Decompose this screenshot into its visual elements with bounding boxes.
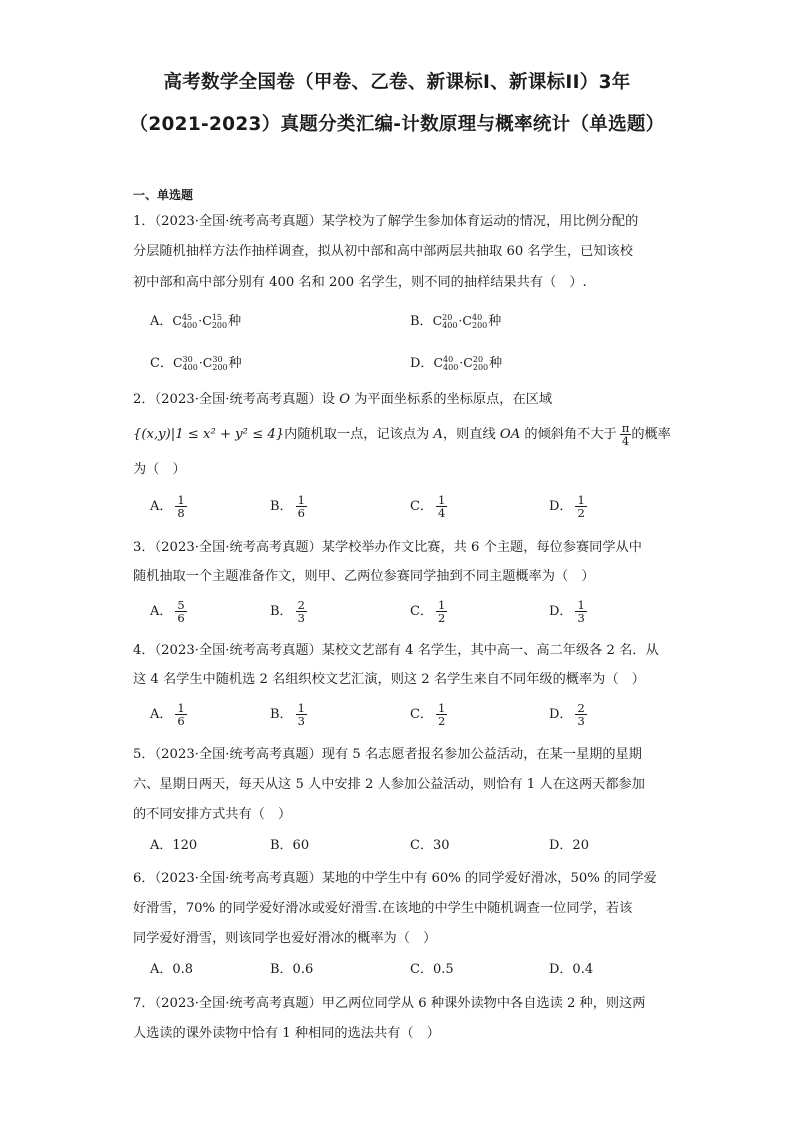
comb-sup: 30 — [212, 354, 223, 364]
fraction: $\frac{1}{2}$ — [437, 598, 446, 625]
q2-text-line-3: 为（ ） — [133, 462, 186, 477]
comb-sub: 200 — [472, 362, 489, 372]
comb-sup: 20 — [472, 354, 484, 364]
q5-option-d: D．20 — [549, 838, 589, 853]
fraction: $\frac{1}{3}$ — [297, 701, 305, 728]
q4-option-c: C． $\frac{1}{2}$ — [410, 701, 446, 728]
comb-sup: 20 — [442, 312, 453, 322]
q1-text-line: 分层随机抽样方法作抽样调查，拟从初中部和高中部两层共抽取 60 名学生，已知该校 — [133, 244, 633, 259]
q1-option-c: C．C 30 400 ·C 30 200 种 — [150, 354, 242, 372]
q7-text-line: 7．（2023·全国·统考高考真题）甲乙两位同学从 6 种课外读物中各自选读 2 种，则这两 — [133, 996, 646, 1011]
q1-option-a: A．C 45 400 ·C 15 200 种 — [150, 312, 242, 330]
q2-option-d: D． $\frac{1}{2}$ — [549, 493, 585, 520]
q2-option-b: B． $\frac{1}{6}$ — [270, 493, 305, 520]
q5-text-line: 的不同安排方式共有（ ） — [133, 807, 292, 822]
comb-sub: 200 — [471, 320, 488, 330]
set-expression: {(x,y)|1 ≤ x² + y² ≤ 4} — [133, 427, 285, 442]
q4-option-d: D． $\frac{2}{3}$ — [549, 701, 585, 728]
fraction: $\frac{1}{3}$ — [577, 598, 585, 625]
fraction: $\frac{2}{3}$ — [577, 701, 585, 728]
q1-text-line: 1．（2023·全国·统考高考真题）某学校为了解学生参加体育运动的情况，用比例分配的 — [133, 214, 639, 229]
q4-text-line: 这 4 名学生中随机选 2 名组织校文艺汇演，则这 2 名学生来自不同年级的概率为（ ） — [133, 672, 645, 687]
fraction: $\frac{5}{6}$ — [177, 598, 185, 625]
fraction: $\frac{1}{2}$ — [437, 701, 446, 728]
combination-symbol: C — [202, 313, 212, 328]
option-suffix: 种 — [228, 356, 242, 371]
comb-sup: 40 — [443, 354, 454, 364]
combination-symbol: C — [172, 355, 183, 370]
combination-symbol: C — [432, 313, 443, 328]
fraction: $\frac{1}{6}$ — [297, 493, 305, 520]
comb-sup: 40 — [471, 312, 483, 322]
comb-sub: 200 — [211, 320, 228, 330]
option-suffix: 种 — [228, 314, 242, 329]
option-label: B． — [410, 314, 433, 329]
comb-sub: 400 — [181, 320, 198, 330]
q1-option-d: D．C 40 400 ·C 20 200 种 — [410, 354, 503, 372]
q5-text-line: 5．（2023·全国·统考高考真题）现有 5 名志愿者报名参加公益活动，在某一星期的星期 — [133, 747, 642, 762]
document-title-line-2: （2021-2023）真题分类汇编-计数原理与概率统计（单选题） — [129, 114, 665, 135]
fraction: $\frac{1}{4}$ — [437, 493, 446, 520]
fraction: $\frac{\pi}{4}$ — [621, 421, 630, 448]
q3-text-line: 3．（2023·全国·统考高考真题）某学校举办作文比赛，共 6 个主题，每位参赛同学从中 — [133, 540, 642, 555]
q3-option-c: C． $\frac{1}{2}$ — [410, 598, 446, 625]
q6-text-line: 好滑雪，70% 的同学爱好滑冰或爱好滑雪.在该地的中学生中随机调查一位同学，若该 — [133, 901, 633, 916]
q2-option-c: C． $\frac{1}{4}$ — [410, 493, 446, 520]
combination-symbol: C — [462, 313, 472, 328]
q7-text-line: 人选读的课外读物中恰有 1 种相同的选法共有（ ） — [133, 1026, 440, 1041]
q1-option-b: B．C 20 400 ·C 40 200 种 — [410, 312, 502, 330]
q1-text-line: 初中部和高中部分别有 400 名和 200 名学生，则不同的抽样结果共有（ ）. — [133, 275, 587, 290]
q2-text-line-1: 2．（2023·全国·统考高考真题）设 O 为平面坐标系的坐标原点，在区域 — [133, 392, 553, 407]
fraction: $\frac{1}{6}$ — [177, 701, 185, 728]
q4-text-line: 4．（2023·全国·统考高考真题）某校文艺部有 4 名学生，其中高一、高二年级各 2 名．从 — [133, 643, 659, 658]
comb-sub: 400 — [443, 362, 459, 372]
fraction: $\frac{1}{2}$ — [577, 493, 585, 520]
q5-option-c: C．30 — [410, 838, 450, 853]
q6-option-c: C．0.5 — [410, 962, 454, 977]
q2-option-a: A． $\frac{1}{8}$ — [150, 493, 185, 520]
comb-sub: 400 — [182, 362, 198, 372]
fraction: $\frac{1}{8}$ — [177, 493, 185, 520]
comb-sup: 45 — [181, 312, 193, 322]
q6-text-line: 6．（2023·全国·统考高考真题）某地的中学生中有 60% 的同学爱好滑冰，50% 的同学爱 — [133, 871, 657, 886]
combination-symbol: C — [202, 355, 213, 370]
combination-symbol: C — [172, 313, 182, 328]
section-heading: 一、单选题 — [133, 188, 194, 202]
q4-option-a: A． $\frac{1}{6}$ — [150, 701, 185, 728]
q6-option-d: D．0.4 — [549, 962, 594, 977]
combination-symbol: C — [463, 355, 473, 370]
option-suffix: 种 — [489, 356, 503, 371]
option-label: C． — [150, 356, 173, 371]
q3-option-d: D． $\frac{1}{3}$ — [549, 598, 585, 625]
comb-sup: 15 — [211, 312, 222, 322]
q6-option-a: A．0.8 — [150, 962, 194, 977]
q2-text-line-2: {(x,y)|1 ≤ x² + y² ≤ 4}内随机取一点，记该点为 A，则直线 OA 的倾斜角不大于 $\frac{\pi}{4}$ 的概率 — [133, 421, 671, 448]
q6-text-line: 同学爱好滑雪，则该同学也爱好滑冰的概率为（ ） — [133, 931, 437, 946]
comb-sub: 200 — [212, 362, 228, 372]
q5-option-a: A．120 — [150, 838, 198, 853]
q4-option-b: B． $\frac{1}{3}$ — [270, 701, 305, 728]
option-suffix: 种 — [488, 314, 502, 329]
fraction: $\frac{2}{3}$ — [297, 598, 305, 625]
q5-option-b: B．60 — [270, 838, 310, 853]
q3-option-b: B． $\frac{2}{3}$ — [270, 598, 305, 625]
comb-sub: 400 — [442, 320, 458, 330]
q6-option-b: B．0.6 — [270, 962, 314, 977]
option-label: D． — [410, 356, 434, 371]
q3-text-line: 随机抽取一个主题准备作文，则甲、乙两位参赛同学抽到不同主题概率为（ ） — [133, 569, 595, 584]
comb-sup: 30 — [182, 354, 193, 364]
q5-text-line: 六、星期日两天，每天从这 5 人中安排 2 人参加公益活动，则恰有 1 人在这两天都参加 — [133, 777, 645, 792]
document-title-line-1: 高考数学全国卷（甲卷、乙卷、新课标Ⅰ、新课标II）3年 — [163, 72, 631, 93]
combination-symbol: C — [433, 355, 444, 370]
q3-option-a: A． $\frac{5}{6}$ — [150, 598, 185, 625]
option-label: A． — [150, 314, 173, 329]
